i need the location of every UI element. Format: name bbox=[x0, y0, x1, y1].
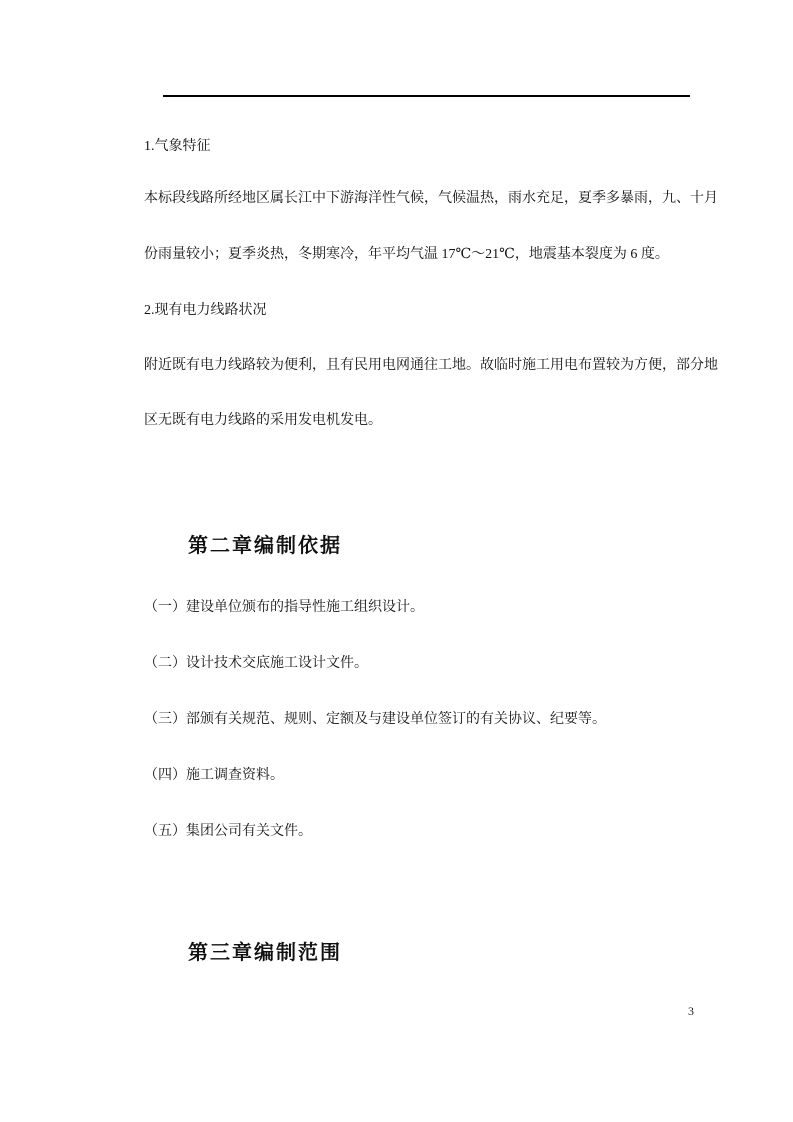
list-item: （一）建设单位颁布的指导性施工组织设计。 bbox=[144, 600, 424, 615]
list-item: （二）设计技术交底施工设计文件。 bbox=[144, 656, 368, 671]
list-item: （三）部颁有关规范、规则、定额及与建设单位签订的有关协议、纪要等。 bbox=[144, 712, 606, 727]
paragraph-2-line-2: 区无既有电力线路的采用发电机发电。 bbox=[144, 413, 382, 428]
paragraph-1-line-2: 份雨量较小；夏季炎热，冬期寒冷，年平均气温 17℃～21℃，地震基本裂度为 6 度。 bbox=[144, 247, 669, 262]
page-number: 3 bbox=[688, 1004, 694, 1018]
numbered-item-1-title: 1.气象特征 bbox=[144, 139, 211, 154]
paragraph-1-line-1: 本标段线路所经地区属长江中下游海洋性气候，气候温热，雨水充足，夏季多暴雨，九、十月 bbox=[144, 191, 718, 206]
list-item: （五）集团公司有关文件。 bbox=[144, 824, 312, 839]
chapter-3-heading: 第三章编制范围 bbox=[188, 942, 342, 964]
header-rule bbox=[163, 95, 690, 97]
numbered-item-2-title: 2.现有电力线路状况 bbox=[144, 303, 267, 318]
list-item: （四）施工调查资料。 bbox=[144, 768, 284, 783]
chapter-2-heading: 第二章编制依据 bbox=[188, 535, 342, 557]
paragraph-2-line-1: 附近既有电力线路较为便利，且有民用电网通往工地。故临时施工用电布置较为方便，部分地 bbox=[144, 358, 718, 373]
